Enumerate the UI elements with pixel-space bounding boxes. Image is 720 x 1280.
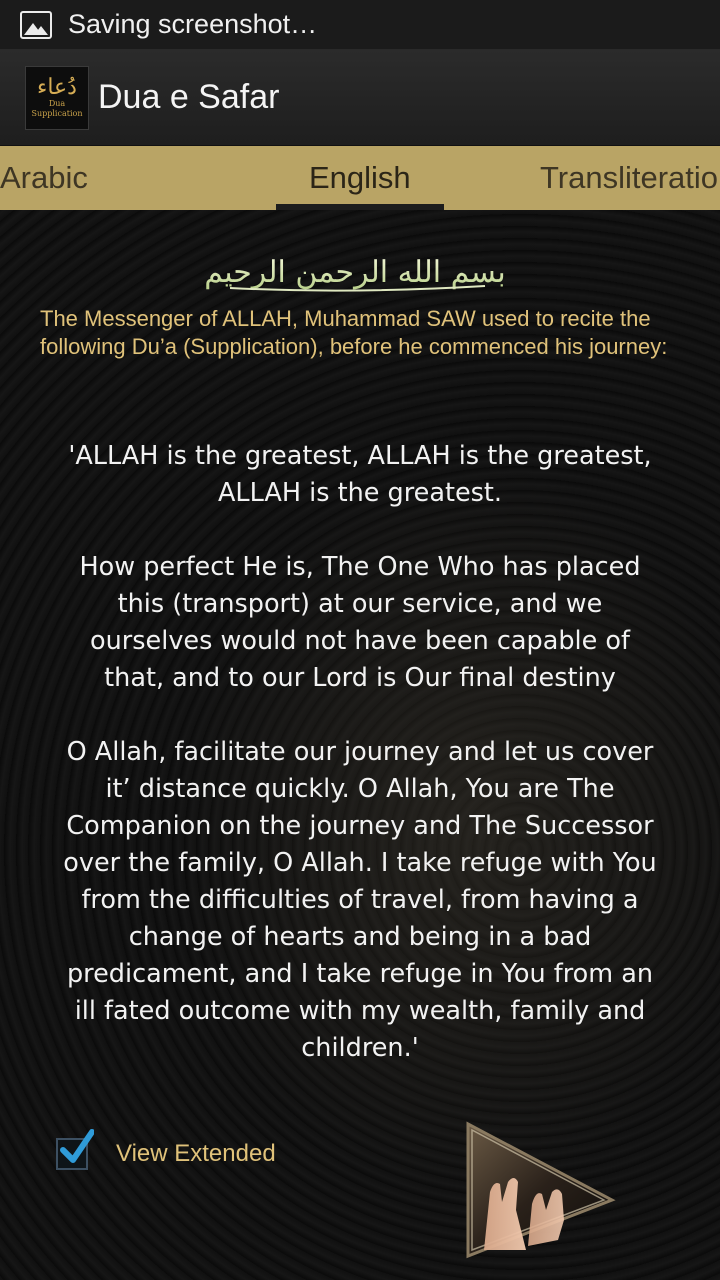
image-icon	[20, 11, 52, 39]
view-extended-row[interactable]	[56, 1138, 276, 1170]
action-bar	[0, 50, 720, 146]
app-logo-line2: Supplication	[31, 108, 83, 118]
content-area[interactable]	[0, 210, 720, 1280]
app-logo[interactable]	[25, 66, 89, 130]
app-logo-line1: Dua	[48, 98, 66, 108]
tab-arabic[interactable]: Arabic	[0, 160, 88, 195]
dua-text	[60, 438, 660, 1104]
bismillah-calligraphy	[200, 238, 510, 300]
dua-paragraph-2: How perfect He is, The One Who has placed this (transport) at our service, and we ourselves would not have been capable of that, and to our Lord is Our final destiny	[79, 552, 641, 693]
app-title: Dua e Safar	[98, 78, 280, 116]
intro-text: The Messenger of ALLAH, Muhammad SAW used to recite the following Du’a (Supplication), before he commenced his journey:	[40, 306, 668, 359]
app-logo-arabic: دُعاء	[37, 74, 77, 100]
checkmark-icon	[60, 1126, 94, 1166]
play-icon[interactable]	[462, 1120, 618, 1260]
dua-paragraph-1: 'ALLAH is the greatest, ALLAH is the greatest, ALLAH is the greatest.	[68, 441, 652, 508]
status-bar	[0, 0, 720, 50]
view-extended-checkbox[interactable]	[56, 1138, 88, 1170]
bismillah-text: بسم الله الرحمن الرحيم	[204, 255, 506, 290]
tab-bar	[0, 146, 720, 210]
tab-english[interactable]: English	[309, 160, 411, 195]
dua-paragraph-3: O Allah, facilitate our journey and let us cover it’ distance quickly. O Allah, You are The Companion on the journey and The Successor over the family, O Allah. I take refuge with You from the difficulties of travel, from having a change of hearts and being in a bad predicament, and I take refuge in You from an ill fated outcome with my wealth, family and children.'	[63, 737, 657, 1063]
view-extended-label[interactable]: View Extended	[116, 1140, 276, 1167]
status-text: Saving screenshot…	[68, 9, 318, 39]
tab-transliteration[interactable]: Transliteratio	[540, 160, 719, 195]
